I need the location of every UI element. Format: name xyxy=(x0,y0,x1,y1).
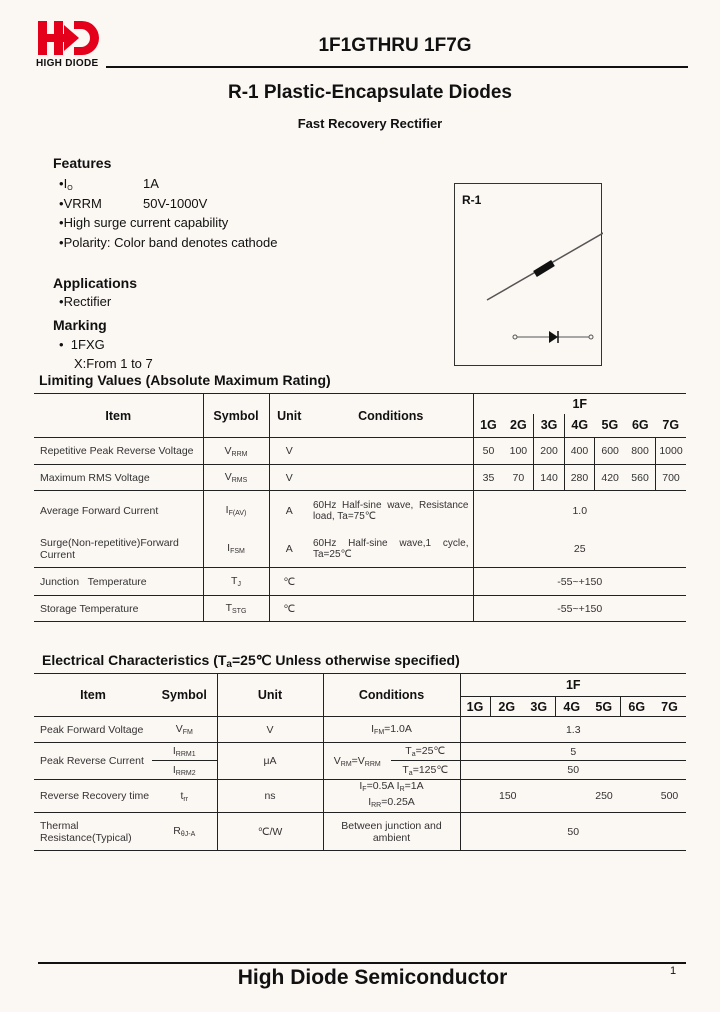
table-row: Average Forward Current $I_{F(AV)}$ A 60Hz Half-sine wave, Resistance load, Ta=75℃ 1.0 xyxy=(34,491,686,531)
electrical-title: Electrical Characteristics ($T_a=25℃$ Unless otherwise specified) xyxy=(42,652,460,670)
table-row: Junction Temperature $T_J$ ℃ -55~+150 xyxy=(34,568,686,596)
col-unit: Unit xyxy=(277,408,302,423)
col-group: 1F xyxy=(572,396,588,411)
feature-vrrm-value: 50V-1000V xyxy=(143,196,208,211)
application-item: •Rectifier xyxy=(59,294,112,309)
page-number: 1 xyxy=(670,965,677,977)
table-row: Reverse Recovery time $t_{rr}$ ns $I_F=0.5A$ $I_R=1A$ $I_{RR}=0.25A$ 150 250 500 xyxy=(34,780,686,813)
features-title: Features xyxy=(53,155,112,171)
applications-title: Applications xyxy=(53,275,138,291)
feature-polarity: •Polarity: Color band denotes cathode xyxy=(59,235,278,250)
table-row: Maximum RMS Voltage $V_{RMS}$ V 35 70 140 280 420 560 700 xyxy=(34,465,686,491)
logo-text: HIGH DIODE xyxy=(36,58,99,69)
product-subheading: Fast Recovery Rectifier xyxy=(297,116,443,131)
table-row: Peak Forward Voltage $V_{FM}$ V $I_{FM}=1.0A$ 1.3 xyxy=(34,717,686,743)
diode-package-icon xyxy=(455,184,603,367)
table-row: Thermal Resistance(Typical) $R_{\theta J-A}$ ℃/W Between junction and ambient 50 xyxy=(34,813,686,851)
header-rule xyxy=(106,66,688,68)
table-row: Surge(Non-repetitive)Forward Current $I_{FSM}$ A 60Hz Half-sine wave,1 cycle, Ta=25℃ 25 xyxy=(34,531,686,568)
feature-io-value: 1A xyxy=(143,176,159,191)
grade: 1G xyxy=(460,697,490,717)
table-row: $I_{RRM2}$ $T_a=125℃$ 50 xyxy=(34,761,686,780)
grade: 7G xyxy=(661,699,678,714)
grade: 6G xyxy=(631,418,649,433)
grade: 3G xyxy=(534,414,564,438)
col-item: Item xyxy=(34,394,203,438)
grade: 4G xyxy=(571,418,589,433)
footer-rule xyxy=(38,962,686,964)
feature-vrrm: •VRRM xyxy=(59,196,102,211)
marking-note: X:From 1 to 7 xyxy=(74,356,153,371)
footer-company: High Diode Semiconductor xyxy=(237,966,508,989)
electrical-characteristics-table xyxy=(34,673,686,851)
col-group: 1F xyxy=(460,674,686,697)
table-row: Storage Temperature $T_{STG}$ ℃ -55~+150 xyxy=(34,596,686,622)
col-conditions: Conditions xyxy=(323,674,460,717)
grade: 3G xyxy=(523,697,555,717)
table-row: Repetitive Peak Reverse Voltage $V_{RRM}$ V 50 100 200 400 600 800 1000 xyxy=(34,438,686,465)
limiting-title: Limiting Values (Absolute Maximum Rating) xyxy=(39,372,331,388)
grade: 2G xyxy=(503,414,533,438)
col-symbol: Symbol xyxy=(152,674,217,717)
col-symbol: Symbol xyxy=(203,394,269,438)
feature-io: $•I_O$ xyxy=(59,176,73,192)
grade: 7G xyxy=(662,418,680,433)
limiting-values-table xyxy=(34,393,686,622)
col-item: Item xyxy=(80,688,106,702)
grade: 5G xyxy=(588,697,620,717)
feature-surge: •High surge current capability xyxy=(59,215,229,230)
grade: 6G xyxy=(628,699,646,714)
marking-title: Marking xyxy=(53,317,107,333)
table-row: Peak Reverse Current $I_{RRM1}$ μA $V_{RM}=V_{RRM}$ $T_a=25℃$ 5 xyxy=(34,743,686,761)
package-label: R-1 xyxy=(462,193,482,207)
col-unit: Unit xyxy=(217,674,323,717)
grade: 4G xyxy=(563,699,581,714)
grade: 1G xyxy=(480,418,497,433)
col-conditions: Conditions xyxy=(309,394,473,438)
marking-code: • 1FXG xyxy=(59,337,105,352)
grade: 5G xyxy=(601,418,619,433)
document-title: 1F1GTHRU 1F7G xyxy=(318,35,472,56)
product-heading: R-1 Plastic-Encapsulate Diodes xyxy=(227,82,513,103)
grade: 2G xyxy=(498,699,516,714)
package-drawing xyxy=(454,183,602,366)
